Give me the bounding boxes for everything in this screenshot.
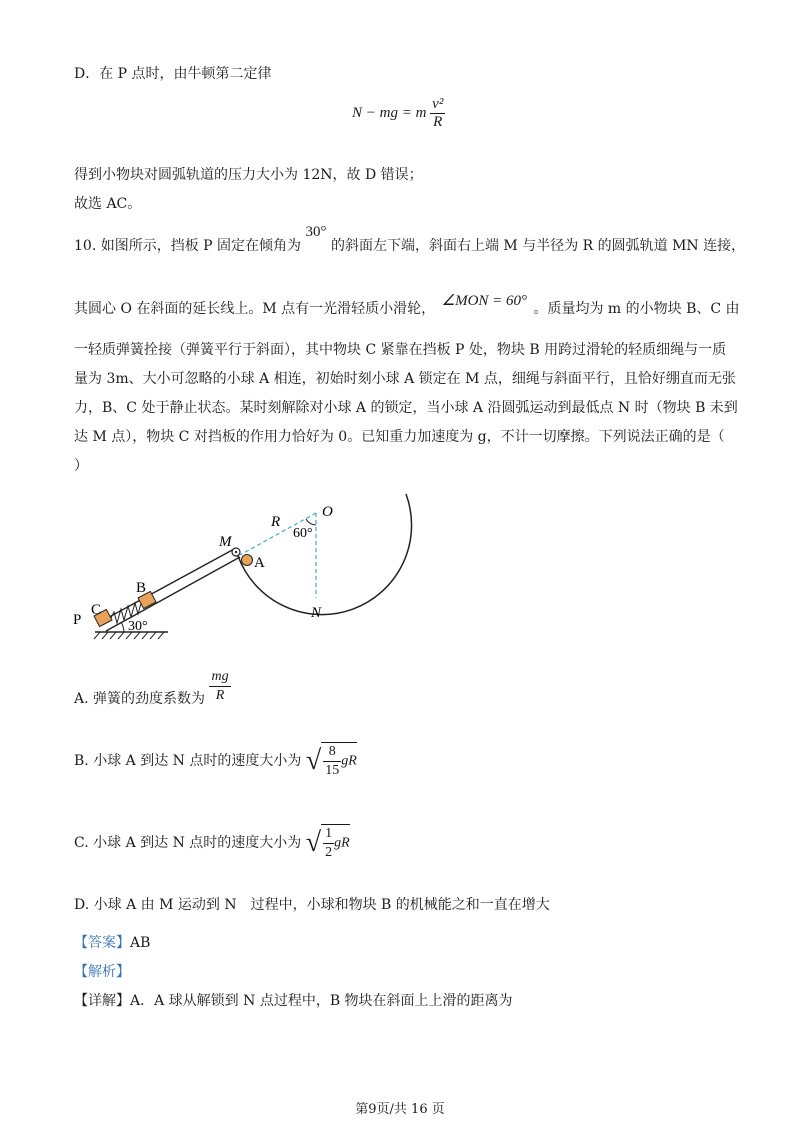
label-a: A bbox=[254, 555, 265, 571]
label-60: 60° bbox=[293, 526, 313, 541]
equation-numerator: v² bbox=[432, 96, 444, 112]
label-p: P bbox=[73, 612, 82, 628]
question-line-1: 10. 如图所示，挡板 P 固定在倾角为 30° 的斜面左下端，斜面右上端 M 与半径为 R 的圆弧轨道 MN 连接， bbox=[74, 224, 746, 254]
physics-figure bbox=[70, 488, 430, 648]
label-n: N bbox=[311, 605, 322, 621]
question-line-7: ） bbox=[74, 458, 88, 474]
page-footer: 第9页/共 16 页 bbox=[355, 1102, 445, 1117]
newton-equation bbox=[352, 96, 445, 131]
option-c-denominator: 2 bbox=[325, 845, 333, 860]
question-line-4: 量为 3m、大小可忽略的小球 A 相连，初始时刻小球 A 锁定在 M 点，细绳与斜面平行，且恰好绷直而无张 bbox=[74, 371, 736, 387]
option-d-intro: D．在 P 点时，由牛顿第二定律 bbox=[74, 66, 272, 82]
detail-text: A．A 球从解锁到 N 点过程中，B 物块在斜面上上滑的距离为 bbox=[130, 993, 513, 1009]
ball-a bbox=[242, 555, 253, 566]
label-r: R bbox=[271, 514, 281, 530]
label-30: 30° bbox=[128, 619, 148, 634]
result-line: 得到小物块对圆弧轨道的压力大小为 12N，故 D 错误； bbox=[74, 167, 423, 183]
choose-line: 故选 AC。 bbox=[74, 196, 142, 212]
label-o: O bbox=[322, 504, 333, 520]
label-b: B bbox=[136, 580, 147, 596]
angle-mon-label: ∠MON = 60° bbox=[441, 293, 528, 309]
incline-bottom bbox=[106, 557, 240, 631]
label-c: C bbox=[91, 602, 102, 618]
option-a-denominator: R bbox=[215, 688, 225, 703]
option-b: B. 小球 A 到达 N 点时的速度大小为 √ $\frac{8}{15}$ gR bbox=[74, 744, 357, 778]
question-line-5: 力，B、C 处于静止状态。某时刻解除对小球 A 的锁定，当小球 A 沿圆弧运动到最低点 N 时（物块 B 未到 bbox=[74, 400, 738, 416]
option-d: D. 小球 A 由 M 运动到 N 过程中，小球和物块 B 的机械能之和一直在增大 bbox=[74, 897, 550, 913]
option-a-numerator: mg bbox=[209, 668, 230, 687]
option-c-gr: gR bbox=[334, 835, 350, 851]
option-b-numerator: 8 bbox=[323, 743, 341, 762]
answer-tag: 【答案】 bbox=[74, 935, 130, 951]
option-c: C. 小球 A 到达 N 点时的速度大小为 √ $\frac{1}{2}$ gR bbox=[74, 826, 350, 860]
question-line-6: 达 M 点），物块 C 对挡板的作用力恰好为 0。已知重力加速度为 g，不计一切摩擦。下列说法正确的是（ bbox=[74, 429, 725, 445]
detail-line bbox=[74, 991, 513, 1011]
equation-denominator: R bbox=[433, 114, 443, 130]
option-b-gr: gR bbox=[341, 753, 357, 769]
label-m: M bbox=[219, 534, 232, 550]
analysis-tag: 【解析】 bbox=[74, 964, 130, 980]
option-b-denominator: 15 bbox=[325, 763, 340, 778]
answer-value: AB bbox=[130, 935, 151, 951]
angle-arc-30 bbox=[121, 622, 124, 632]
equation-lhs: N − mg = m bbox=[352, 105, 427, 121]
detail-tag: 【详解】 bbox=[74, 993, 130, 1009]
angle-arc-60 bbox=[306, 519, 316, 525]
question-line-2: 其圆心 O 在斜面的延长线上。M 点有一光滑轻质小滑轮， ∠MON = 60° 。质量均为 m 的小物块 B、C 由 bbox=[74, 293, 740, 317]
option-a: A. 弹簧的劲度系数为 $\frac{mg}{R}$ bbox=[74, 669, 229, 707]
angle-30-label: 30° bbox=[305, 224, 327, 240]
question-line-3: 一轻质弹簧拴接（弹簧平行于斜面），其中物块 C 紧靠在挡板 P 处，物块 B 用跨过滑轮的轻质细绳与一质 bbox=[74, 342, 727, 358]
option-c-numerator: 1 bbox=[323, 825, 334, 844]
answer-line bbox=[74, 933, 150, 953]
